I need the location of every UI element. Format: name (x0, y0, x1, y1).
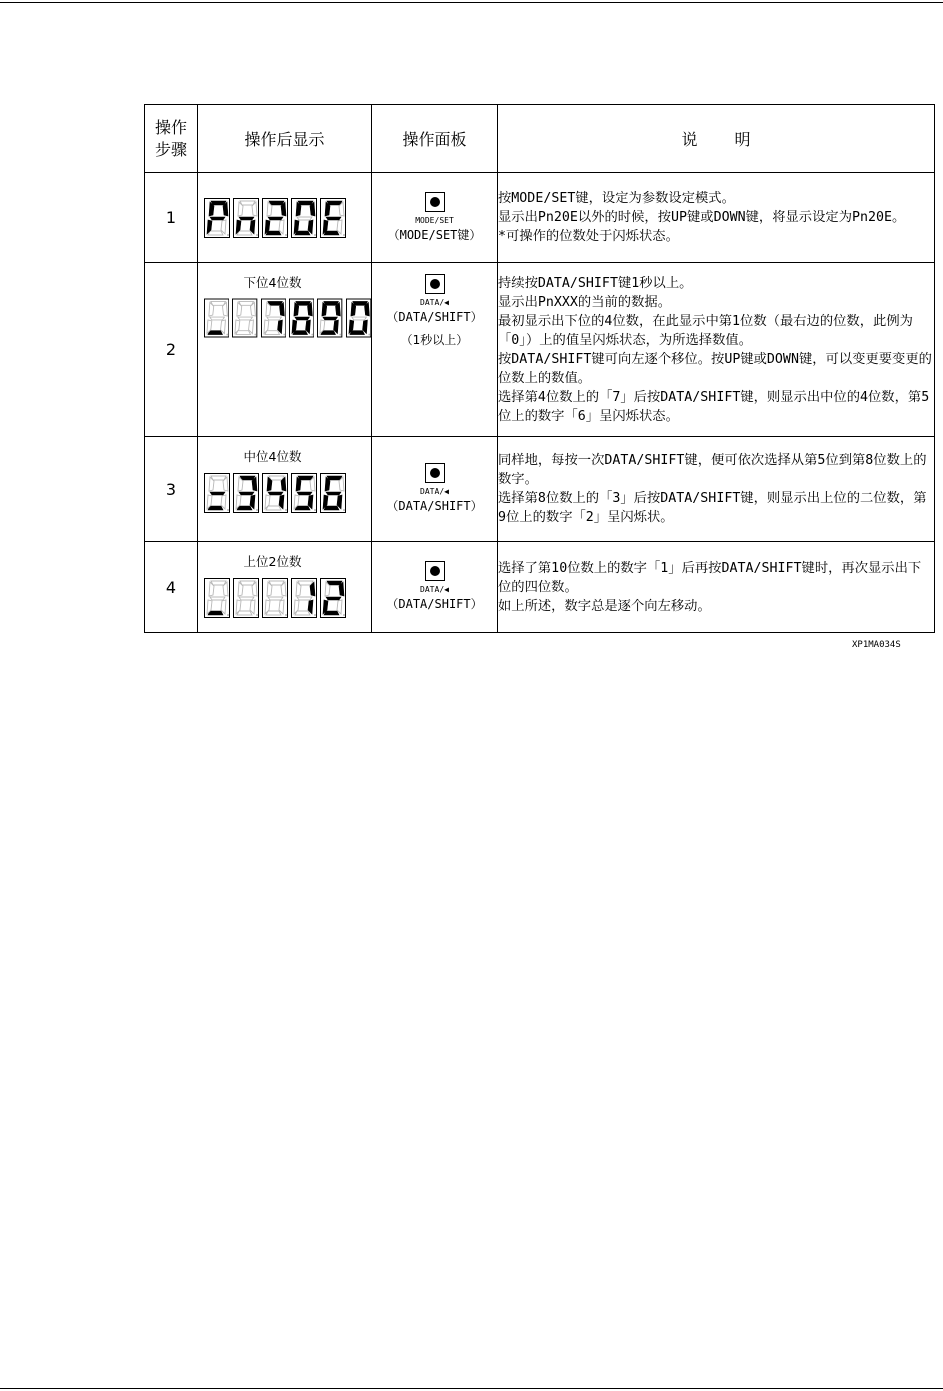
description-cell (498, 263, 935, 437)
lcd-segment (324, 611, 339, 615)
lcd-segment (297, 492, 312, 495)
lcd-segment (237, 611, 252, 615)
lcd-segment (268, 597, 283, 600)
lcd-segment (211, 581, 226, 585)
description-cell (498, 173, 935, 263)
lcd-segment (269, 476, 284, 480)
lcd-segment (296, 301, 311, 305)
lcd-digit (233, 473, 259, 513)
lcd-digit (320, 578, 346, 618)
lcd-segment (326, 492, 341, 495)
description-line: 持续按DATA/SHIFT键1秒以上。 (498, 275, 693, 291)
lcd-digit (291, 578, 317, 618)
seven-segment-display (198, 198, 371, 238)
description-cell (498, 437, 935, 542)
key-name: （DATA/SHIFT） (386, 597, 483, 611)
lcd-segment (295, 506, 310, 510)
lcd-segment (269, 581, 284, 585)
header-step (145, 105, 198, 173)
display-cell (198, 437, 372, 542)
table-row (145, 437, 935, 542)
lcd-segment (266, 506, 281, 510)
lcd-segment (326, 597, 341, 600)
display-cell (198, 542, 372, 633)
description-line: 最初显示出下位的4位数，在此显示中第1位数（最右边的位数，此例为「0」）上的值呈闪烁状态，为所选择数值。 (498, 313, 913, 348)
header-panel: 操作面板 (372, 105, 498, 173)
lcd-digit (204, 298, 229, 338)
lcd-segment (208, 231, 223, 235)
panel-cell (372, 437, 498, 542)
lcd-segment (210, 492, 225, 495)
lcd-digit (204, 198, 230, 238)
lcd-segment (324, 506, 339, 510)
lcd-segment (352, 301, 367, 305)
lcd-segment (295, 317, 310, 320)
lcd-digit (317, 298, 342, 338)
description-line: *可操作的位数处于闪烁状态。 (498, 229, 679, 244)
seven-segment-display (198, 570, 371, 618)
key-label: DATA/◀ (420, 487, 449, 496)
lcd-segment (240, 581, 255, 585)
step-number: 3 (145, 437, 198, 542)
lcd-segment (295, 611, 310, 615)
lcd-digit (262, 473, 288, 513)
lcd-segment (266, 611, 281, 615)
figure-code: XP1MA034S (852, 640, 901, 650)
lcd-segment (267, 301, 282, 305)
panel-cell (372, 263, 498, 437)
lcd-segment (238, 317, 253, 320)
description-line: 同样地，每按一次DATA/SHIFT键，便可依次选择从第5位到第8位数上的数字。 (498, 453, 927, 487)
data-shift-key-icon (425, 463, 445, 483)
display-label: 中位4位数 (243, 449, 302, 464)
header-display: 操作后显示 (198, 105, 372, 173)
lcd-segment (267, 317, 282, 320)
table-row (145, 263, 935, 437)
key-name: （MODE/SET键） (387, 227, 482, 242)
lcd-segment (298, 581, 313, 585)
lcd-segment (239, 492, 254, 495)
key-name: （DATA/SHIFT） (386, 310, 483, 324)
lcd-segment (298, 476, 313, 480)
table-row (145, 173, 935, 263)
description-line: 显示出PnXXX的当前的数据。 (498, 294, 671, 310)
lcd-digit (232, 298, 257, 338)
lcd-segment (239, 301, 254, 305)
lcd-segment (210, 597, 225, 600)
lcd-segment (295, 231, 310, 235)
lcd-segment (297, 597, 312, 600)
lcd-segment (327, 201, 342, 205)
lcd-segment (265, 331, 280, 335)
lcd-segment (237, 506, 252, 510)
lcd-segment (211, 301, 226, 305)
lcd-segment (297, 217, 312, 220)
key-label: DATA/◀ (420, 585, 449, 594)
lcd-digit (320, 198, 346, 238)
lcd-segment (326, 217, 341, 220)
lcd-segment (210, 217, 225, 220)
description-cell (498, 542, 935, 633)
table-row (145, 542, 935, 633)
lcd-digit (262, 198, 288, 238)
description-line: 选择第4位数上的「7」后按DATA/SHIFT键，则显示出中位的4位数，第5位上的数字「6」呈闪烁状态。 (498, 389, 930, 424)
header-description (498, 105, 935, 173)
lcd-segment (236, 331, 251, 335)
display-cell (198, 173, 372, 263)
lcd-segment (327, 581, 342, 585)
lcd-segment (237, 231, 252, 235)
panel-cell (372, 173, 498, 263)
lcd-segment (208, 331, 223, 335)
lcd-segment (324, 301, 339, 305)
description-line: 选择第8位数上的「3」后按DATA/SHIFT键，则显示出上位的二位数，第9位上的数字「2」呈闪烁状。 (498, 491, 927, 525)
description-line: 选择了第10位数上的数字「1」后再按DATA/SHIFT键时，再次显示出下位的四位数。 (498, 560, 922, 595)
lcd-digit (346, 298, 371, 338)
lcd-segment (323, 317, 338, 320)
lcd-segment (239, 597, 254, 600)
lcd-segment (293, 331, 308, 335)
lcd-segment (208, 506, 223, 510)
key-label: DATA/◀ (420, 298, 449, 307)
display-cell (198, 263, 372, 437)
description-line: 如上所述，数字总是逐个向左移动。 (498, 598, 711, 614)
lcd-segment (240, 201, 255, 205)
lcd-segment (351, 317, 366, 320)
mode-set-key-icon (425, 192, 445, 212)
data-shift-key-icon (425, 274, 445, 294)
lcd-digit (320, 473, 346, 513)
lcd-segment (211, 476, 226, 480)
key-note: （1秒以上） (400, 333, 469, 347)
lcd-digit (204, 578, 230, 618)
lcd-segment (210, 317, 225, 320)
lcd-segment (208, 611, 223, 615)
operation-table (144, 104, 935, 633)
step-number: 2 (145, 263, 198, 437)
lcd-digit (262, 578, 288, 618)
description-line: 按MODE/SET键，设定为参数设定模式。 (498, 191, 735, 206)
lcd-segment (350, 331, 365, 335)
panel-cell (372, 542, 498, 633)
description-line: 显示出Pn20E以外的时候，按UP键或DOWN键，将显示设定为Pn20E。 (498, 210, 906, 225)
lcd-segment (211, 201, 226, 205)
lcd-digit (289, 298, 314, 338)
key-name: （DATA/SHIFT） (386, 499, 483, 513)
lcd-segment (324, 231, 339, 235)
lcd-digit (233, 578, 259, 618)
lcd-segment (268, 217, 283, 220)
lcd-digit (291, 198, 317, 238)
seven-segment-display (198, 465, 371, 513)
lcd-digit (291, 473, 317, 513)
lcd-segment (298, 201, 313, 205)
display-label: 下位4位数 (243, 275, 302, 290)
header-description-text: 说 明 (681, 130, 751, 149)
header-step-line1: 操作 (154, 117, 187, 137)
key-label: MODE/SET (415, 215, 454, 225)
lcd-segment (269, 201, 284, 205)
lcd-digit (233, 198, 259, 238)
header-step-line2: 步骤 (154, 139, 187, 159)
lcd-segment (327, 476, 342, 480)
lcd-segment (321, 331, 336, 335)
bottom-rule (0, 1388, 943, 1389)
step-number: 4 (145, 542, 198, 633)
data-shift-key-icon (425, 561, 445, 581)
lcd-segment (268, 492, 283, 495)
lcd-digit (261, 298, 286, 338)
table-header-row (145, 105, 935, 173)
step-number: 1 (145, 173, 198, 263)
seven-segment-display (198, 291, 371, 338)
lcd-segment (239, 217, 254, 220)
lcd-segment (266, 231, 281, 235)
lcd-digit (204, 473, 230, 513)
description-line: 按DATA/SHIFT键可向左逐个移位。按UP键或DOWN键，可以变更要变更的位数上的数值。 (498, 351, 932, 386)
top-rule (0, 2, 943, 3)
display-label: 上位2位数 (243, 554, 302, 569)
lcd-segment (240, 476, 255, 480)
